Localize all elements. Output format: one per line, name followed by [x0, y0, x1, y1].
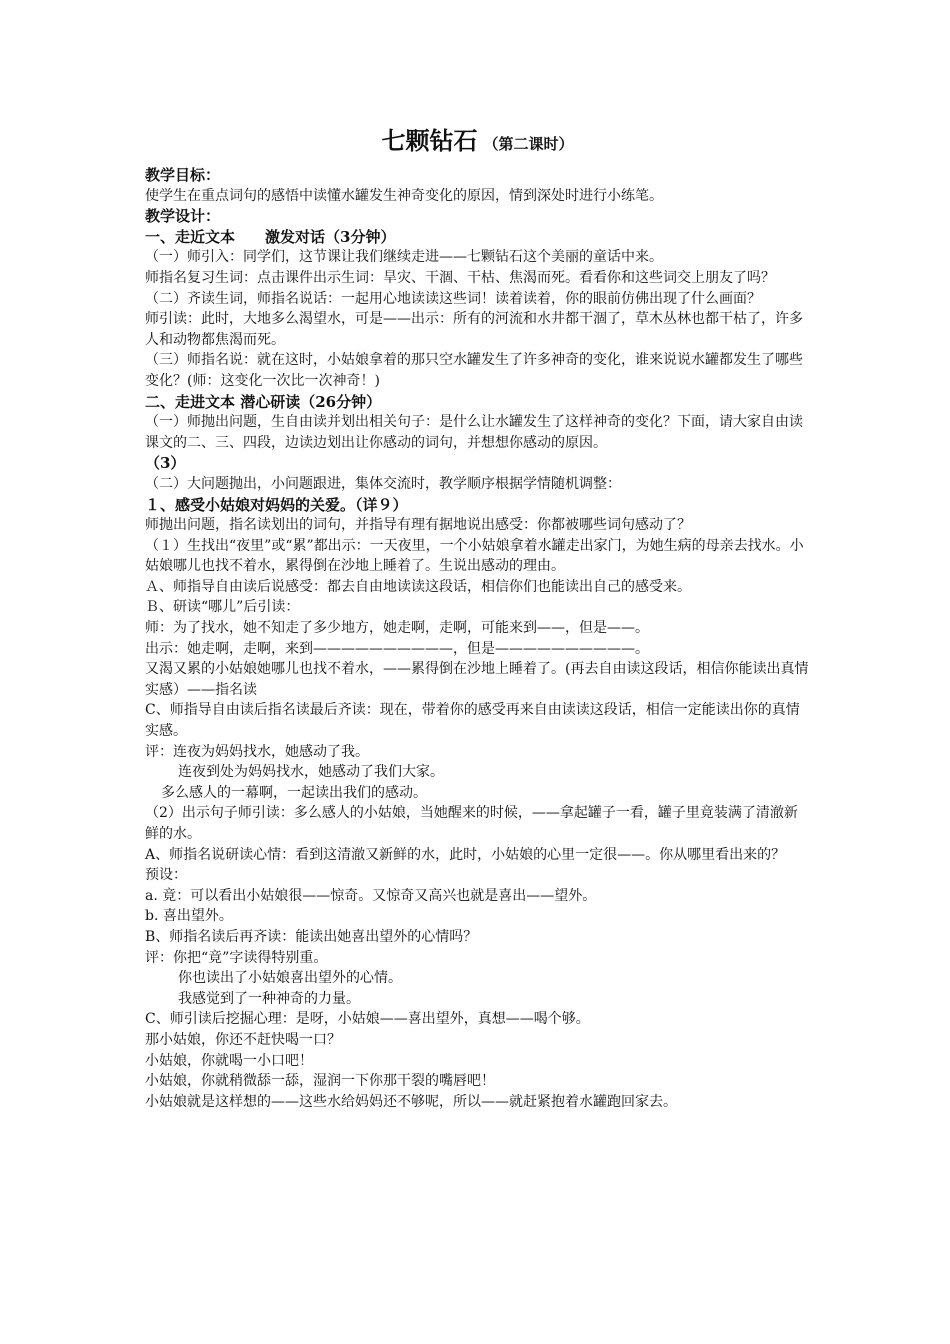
paragraph: 那小姑娘，你还不赶快喝一口？ [145, 1031, 341, 1048]
paragraph: 师引读：此时，大地多么渴望水，可是——出示：所有的河流和水井都干涸了，草木丛林也都干枯了，许多人和动物都焦渴而死。 [145, 311, 803, 348]
paragraph: （二）齐读生词，师指名说话：一起用心地读读这些词！读着读着，你的眼前仿佛出现了什么画面？ [145, 290, 761, 307]
paragraph: 连夜到处为妈妈找水，她感动了我们大家。 [178, 764, 444, 781]
document-subtitle: （第二课时） [483, 135, 574, 153]
section-heading: 一、走近文本 激发对话（3分钟） [145, 227, 396, 246]
paragraph: 小姑娘就是这样想的——这些水给妈妈还不够呢，所以——就赶紧抱着水罐跑回家去。 [145, 1093, 677, 1110]
paragraph: 你也读出了小姑娘喜出望外的心情。 [178, 970, 402, 987]
paragraph: 师指名复习生词：点击课件出示生词：旱灾、干涸、干枯、焦渴而死。看看你和这些词交上朋友了吗？ [145, 269, 775, 286]
paragraph: 又渴又累的小姑娘她哪儿也找不着水，——累得倒在沙地上睡着了。(再去自由读这段话，相信你能读出真情实感）——指名读 [145, 661, 809, 698]
document-title: 七颗钻石 [381, 126, 478, 155]
paragraph: （二）大问题抛出，小问题跟进，集体交流时，教学顺序根据学情随机调整： [145, 475, 621, 492]
paragraph: （三）师指名说：就在这时，小姑娘拿着的那只空水罐发生了许多神奇的变化，谁来说说水罐都发生了哪些变化？(师：这变化一次比一次神奇！) [145, 352, 803, 389]
paragraph: B、师指名读后再齐读：能读出她喜出望外的心情吗？ [145, 928, 478, 945]
section-heading: 二、走进文本 潜心研读（26分钟） [145, 392, 382, 411]
paragraph: 多么感人的一幕啊，一起读出我们的感动。 [161, 784, 427, 801]
section-heading: （3） [145, 454, 186, 473]
paragraph: 评：连夜为妈妈找水，她感动了我。 [145, 743, 369, 760]
section-heading: １、感受小姑娘对妈妈的关爱。（详９） [145, 495, 408, 514]
paragraph: C、师引读后挖掘心理：是呀，小姑娘——喜出望外，真想——喝个够。 [145, 1011, 590, 1028]
paragraph: Ａ、师指导自由读后说感受：都去自由地读读这段话，相信你们也能读出自己的感受来。 [145, 578, 691, 595]
paragraph: 使学生在重点词句的感悟中读懂水罐发生神奇变化的原因，情到深处时进行小练笔。 [145, 187, 663, 204]
paragraph: 师：为了找水，她不知走了多少地方，她走啊，走啊，可能来到——，但是——。 [145, 620, 649, 637]
paragraph: 小姑娘，你就稍微舔一舔，湿润一下你那干裂的嘴唇吧！ [145, 1073, 495, 1090]
document-page [145, 124, 810, 1112]
paragraph: a. 竟：可以看出小姑娘很——惊奇。又惊奇又高兴也就是喜出——望外。 [145, 887, 597, 904]
paragraph: b. 喜出望外。 [145, 908, 233, 925]
document-body [145, 165, 810, 1112]
paragraph: 评：你把“竟”字读得特别重。 [145, 949, 328, 966]
paragraph: （１）生找出“夜里”或“累”都出示：一天夜里，一个小姑娘拿着水罐走出家门，为她生病的母亲去找水。小姑娘哪儿也找不着水，累得倒在沙地上睡着了。生说出感动的理由。 [145, 537, 804, 575]
title-row [145, 124, 810, 161]
paragraph: （一）师抛出问题，生自由读并划出相关句子：是什么让水罐发生了这样神奇的变化？下面，请大家自由读课文的二、三、四段，边读边划出让你感动的词句，并想想你感动的原因。 [145, 414, 803, 451]
paragraph: 师抛出问题，指名读划出的词句，并指导有理有据地说出感受：你都被哪些词句感动了？ [145, 517, 691, 534]
section-heading: 教学目标： [145, 166, 221, 184]
paragraph: C、师指导自由读后指名读最后齐读：现在，带着你的感受再来自由读读这段话，相信一定能读出你的真情实感。 [145, 702, 800, 740]
section-heading: 教学设计： [145, 207, 221, 226]
paragraph: （2）出示句子师引读：多么感人的小姑娘，当她醒来的时候，——拿起罐子一看，罐子里竟装满了清澈新鲜的水。 [145, 805, 798, 842]
paragraph: 预设： [145, 867, 187, 884]
paragraph: 小姑娘，你就喝一小口吧！ [145, 1052, 313, 1069]
paragraph: 出示：她走啊，走啊，来到——————————，但是——————————。 [145, 640, 649, 657]
paragraph: Ｂ、研读“哪儿”后引读： [145, 599, 300, 616]
paragraph: A、师指名说研读心情：看到这清澈又新鲜的水，此时，小姑娘的心里一定很——。你从哪里看出来的？ [145, 846, 786, 863]
paragraph: （一）师引入：同学们，这节课让我们继续走进——七颗钻石这个美丽的童话中来。 [145, 249, 663, 266]
paragraph: 我感觉到了一种神奇的力量。 [178, 990, 360, 1007]
